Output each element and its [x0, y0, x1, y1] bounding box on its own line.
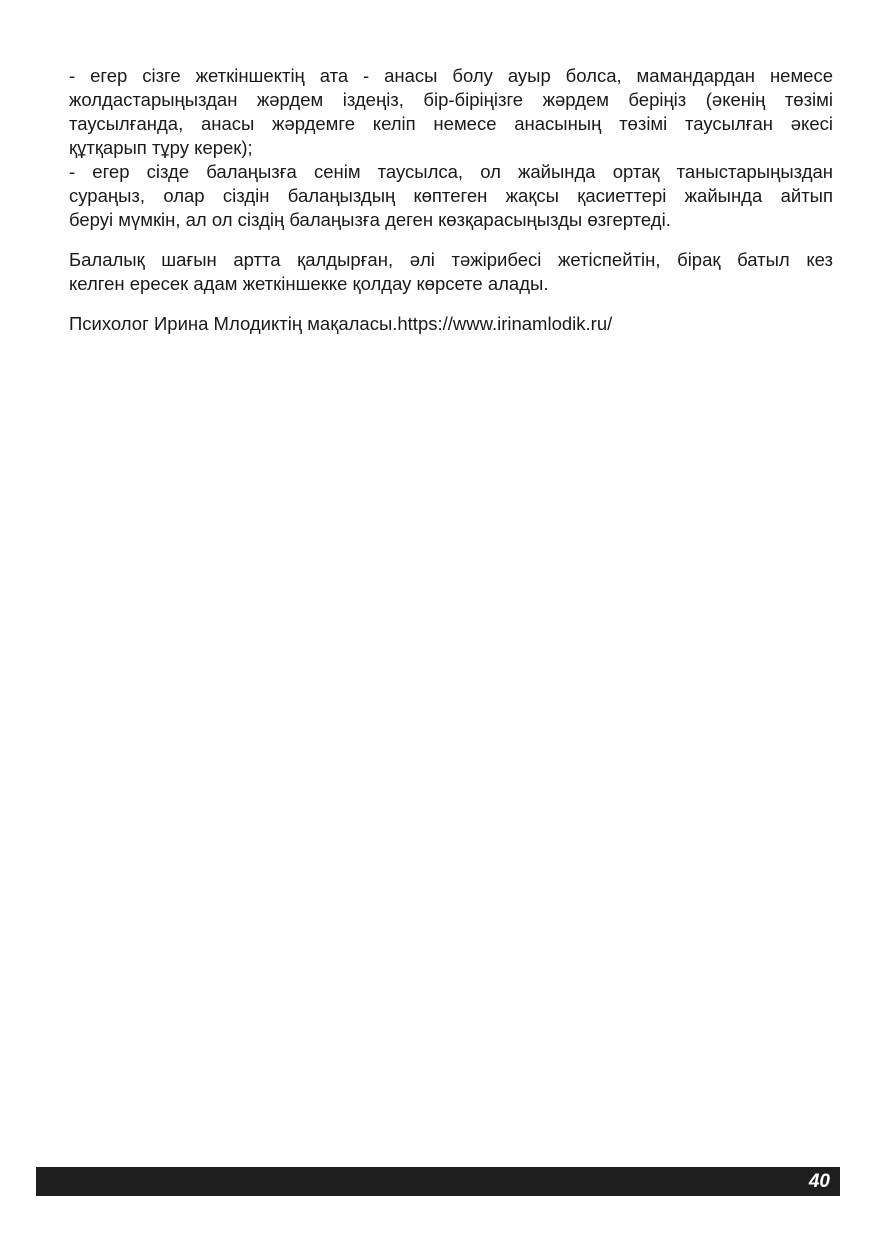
text-line: - егер сізде балаңызға сенім таусылса, ол жайында ортақ таныстарыңыздан: [69, 161, 833, 182]
text-line: таусылғанда, анасы жәрдемге келіп немесе анасының төзімі таусылған әкесі: [69, 113, 833, 134]
text-line: құтқарып тұру керек);: [69, 137, 253, 158]
text-line: беруі мүмкін, ал ол сіздің балаңызға деген көзқарасыңызды өзгертеді.: [69, 209, 671, 230]
text-line: - егер сізге жеткіншектің ата - анасы болу ауыр болса, мамандардан немесе: [69, 65, 833, 86]
text-line: Балалық шағын артта қалдырған, әлі тәжірибесі жетіспейтін, бірақ батыл кез: [69, 249, 833, 270]
source-paragraph: [69, 312, 833, 336]
page-number: 40: [808, 1171, 830, 1192]
support-paragraph: [69, 248, 833, 296]
text-line: жолдастарыңыздан жәрдем іздеңіз, бір-біріңізге жәрдем беріңіз (әкенің төзімі: [69, 89, 833, 110]
text-line: сураңыз, олар сіздін балаңыздың көптеген жақсы қасиеттері жайында айтып: [69, 185, 833, 206]
advice-paragraph: [69, 64, 833, 232]
source-citation: Психолог Ирина Млодиктің мақаласы.https://www.irinamlodik.ru/: [69, 313, 613, 334]
page-content: [69, 64, 833, 336]
footer-bar: [36, 1167, 840, 1196]
text-line: келген ересек адам жеткіншекке қолдау көрсете алады.: [69, 273, 549, 294]
